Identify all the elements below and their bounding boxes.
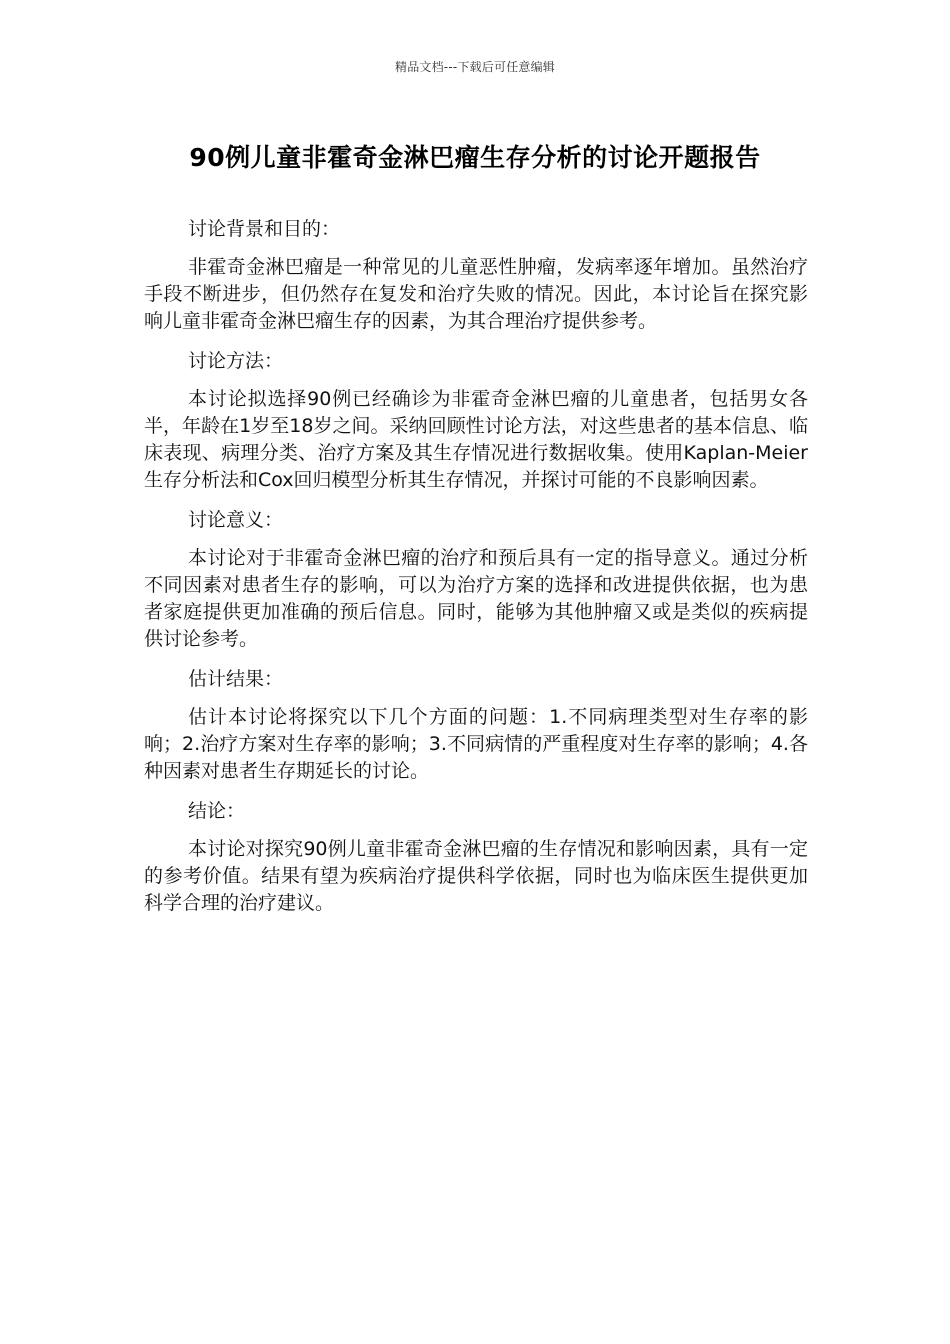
section-conclusion [144, 798, 808, 917]
section-paragraph: 本讨论对于非霍奇金淋巴瘤的治疗和预后具有一定的指导意义。通过分析不同因素对患者生存的影响，可以为治疗方案的选择和改进提供依据，也为患者家庭提供更加准确的预后信息。同时，能够为其他肿瘤又或是类似的疾病提供讨论参考。 [144, 547, 808, 650]
section-paragraph: 非霍奇金淋巴瘤是一种常见的儿童恶性肿瘤，发病率逐年增加。虽然治疗手段不断进步，但仍然存在复发和治疗失败的情况。因此，本讨论旨在探究影响儿童非霍奇金淋巴瘤生存的因素，为其合理治疗提供参考。 [144, 256, 808, 332]
section-significance [144, 507, 808, 653]
section-heading: 讨论背景和目的： [188, 218, 341, 240]
page-header: 精品文档---下载后可任意编辑 [395, 60, 555, 74]
section-heading: 讨论方法： [188, 350, 284, 372]
document-title: 90例儿童非霍奇金淋巴瘤生存分析的讨论开题报告 [189, 143, 761, 172]
section-expected-results [144, 666, 808, 785]
section-methods [144, 348, 808, 494]
section-heading: 结论： [188, 800, 246, 822]
section-background [144, 216, 808, 335]
section-heading: 估计结果： [188, 668, 284, 690]
section-paragraph: 本讨论拟选择90例已经确诊为非霍奇金淋巴瘤的儿童患者，包括男女各半，年龄在1岁至18岁之间。采纳回顾性讨论方法，对这些患者的基本信息、临床表现、病理分类、治疗方案及其生存情况进行数据收集。使用Kaplan-Meier生存分析法和Cox回归模型分析其生存情况，并探讨可能的不良影响因素。 [144, 388, 808, 491]
section-heading: 讨论意义： [188, 509, 284, 531]
section-paragraph: 本讨论对探究90例儿童非霍奇金淋巴瘤的生存情况和影响因素，具有一定的参考价值。结果有望为疾病治疗提供科学依据，同时也为临床医生提供更加科学合理的治疗建议。 [144, 838, 808, 914]
section-paragraph: 估计本讨论将探究以下几个方面的问题：1.不同病理类型对生存率的影响；2.治疗方案对生存率的影响；3.不同病情的严重程度对生存率的影响；4.各种因素对患者生存期延长的讨论。 [144, 706, 808, 782]
document-body [144, 216, 808, 930]
